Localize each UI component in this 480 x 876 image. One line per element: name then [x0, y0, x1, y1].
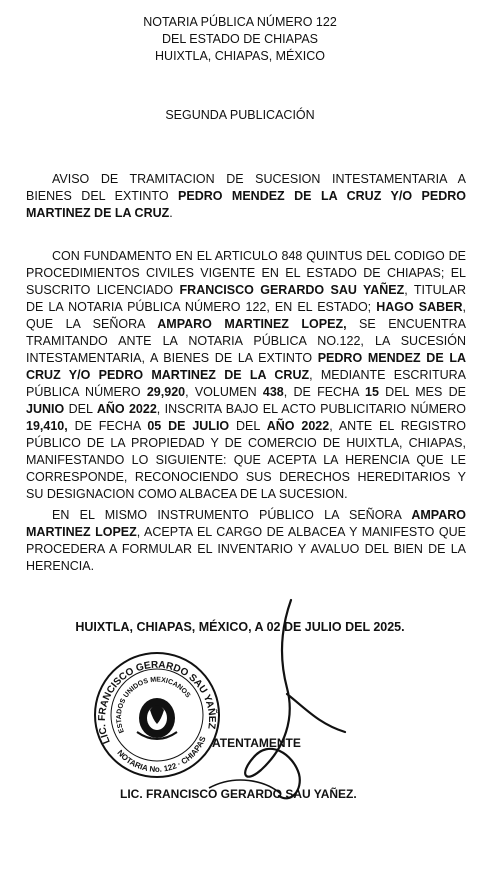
- seal-outer-text: LIC. FRANCISCO GERARDO SAU YAÑEZ: [96, 659, 218, 746]
- text-span: DEL MES DE: [378, 385, 466, 399]
- text-span: SE ENCUENTRA TRAMITANDO ANTE LA NOTARIA PÚBLICA NO.122, LA SUCESIÓN INTESTAMENTARIA, A BIENES DE LA EXTINTO: [26, 317, 466, 365]
- heir-name: AMPARO MARTINEZ LOPEZ,: [157, 317, 347, 331]
- handwritten-signature: [195, 598, 355, 810]
- bold-span: JUNIO: [26, 402, 65, 416]
- executor-paragraph: [26, 507, 466, 575]
- text-span: .: [169, 206, 173, 220]
- text-span: , DE FECHA: [283, 385, 366, 399]
- text-span: DE FECHA: [67, 419, 148, 433]
- header-line-1: NOTARIA PÚBLICA NÚMERO 122: [143, 15, 337, 29]
- bold-span: AÑO 2022: [96, 402, 157, 416]
- text-span: CON FUNDAMENTO EN EL ARTICULO 848 QUINTUS DEL CODIGO DE PROCEDIMIENTOS CIVILES VIGENTE EN EL ESTADO DE CHIAPAS; EL SUSCRITO LICENCIADO: [26, 249, 466, 297]
- deed-number: 29,920: [146, 385, 186, 399]
- bold-span: 05 DE JULIO: [147, 419, 230, 433]
- header-line-2: DEL ESTADO DE CHIAPAS: [161, 32, 319, 46]
- eagle-emblem-icon: [137, 698, 177, 739]
- volume-number: 438: [262, 385, 284, 399]
- bold-span: HAGO SABER: [376, 300, 463, 314]
- decedent-name: PEDRO MENDEZ DE LA CRUZ Y/O PEDRO MARTINEZ DE LA CRUZ: [26, 189, 466, 220]
- text-span: , INSCRITA BAJO EL ACTO PUBLICITARIO NÚMERO: [156, 402, 466, 416]
- registry-number: 19,410,: [26, 419, 68, 433]
- text-span: AVISO DE TRAMITACION DE SUCESION INTESTAMENTARIA A BIENES DEL EXTINTO: [26, 172, 466, 203]
- text-span: , MEDIANTE ESCRITURA PÚBLICA NÚMERO: [26, 368, 466, 399]
- text-span: , ACEPTA EL CARGO DE ALBACEA Y MANIFESTO QUE PROCEDERA A FORMULAR EL INVENTARIO Y AVALUO DEL BIEN DE LA HERENCIA.: [26, 525, 466, 573]
- bold-span: AÑO 2022: [266, 419, 330, 433]
- notary-header: [0, 14, 480, 65]
- notary-name: FRANCISCO GERARDO SAU YAÑEZ: [179, 283, 405, 297]
- publication-label: SEGUNDA PUBLICACIÓN: [165, 108, 315, 122]
- notice-paragraph: [26, 171, 466, 222]
- heir-name: AMPARO MARTINEZ LOPEZ: [26, 508, 466, 539]
- seal-bottom-text: NOTARIA No. 122 · CHIAPAS: [115, 735, 208, 774]
- text-span: DEL: [64, 402, 97, 416]
- bold-span: 15: [365, 385, 379, 399]
- text-span: , ANTE EL REGISTRO PÚBLICO DE LA PROPIEDAD Y DE COMERCIO DE HUIXTLA, CHIAPAS, MANIFESTANDO LO SIGUIENTE: QUE ACEPTA LA HERENCIA QUE LE CORRESPONDE, RECONOCIENDO SUS DERECHOS HEREDITARIOS Y SU DESIGNACION COMO ALBACEA DE LA SUCESION.: [26, 419, 466, 501]
- text-span: , QUE LA SEÑORA: [26, 300, 466, 331]
- decedent-name: PEDRO MENDEZ DE LA CRUZ Y/O PEDRO MARTINEZ DE LA CRUZ: [26, 351, 466, 382]
- place-and-date: HUIXTLA, CHIAPAS, MÉXICO, A 02 DE JULIO DEL 2025.: [75, 620, 405, 634]
- text-span: EN EL MISMO INSTRUMENTO PÚBLICO LA SEÑORA: [52, 508, 412, 522]
- text-span: DEL: [229, 419, 267, 433]
- seal-inner-text: ESTADOS UNIDOS MEXICANOS: [115, 676, 192, 734]
- text-span: , TITULAR DE LA NOTARIA PÚBLICA NÚMERO 122, EN EL ESTADO;: [26, 283, 467, 314]
- closing-greeting: ATENTAMENTE: [212, 736, 301, 750]
- signer-name: LIC. FRANCISCO GERARDO SAU YAÑEZ.: [120, 787, 357, 801]
- header-line-3: HUIXTLA, CHIAPAS, MÉXICO: [155, 49, 325, 63]
- text-span: , VOLUMEN: [185, 385, 263, 399]
- legal-basis-paragraph: [26, 248, 466, 503]
